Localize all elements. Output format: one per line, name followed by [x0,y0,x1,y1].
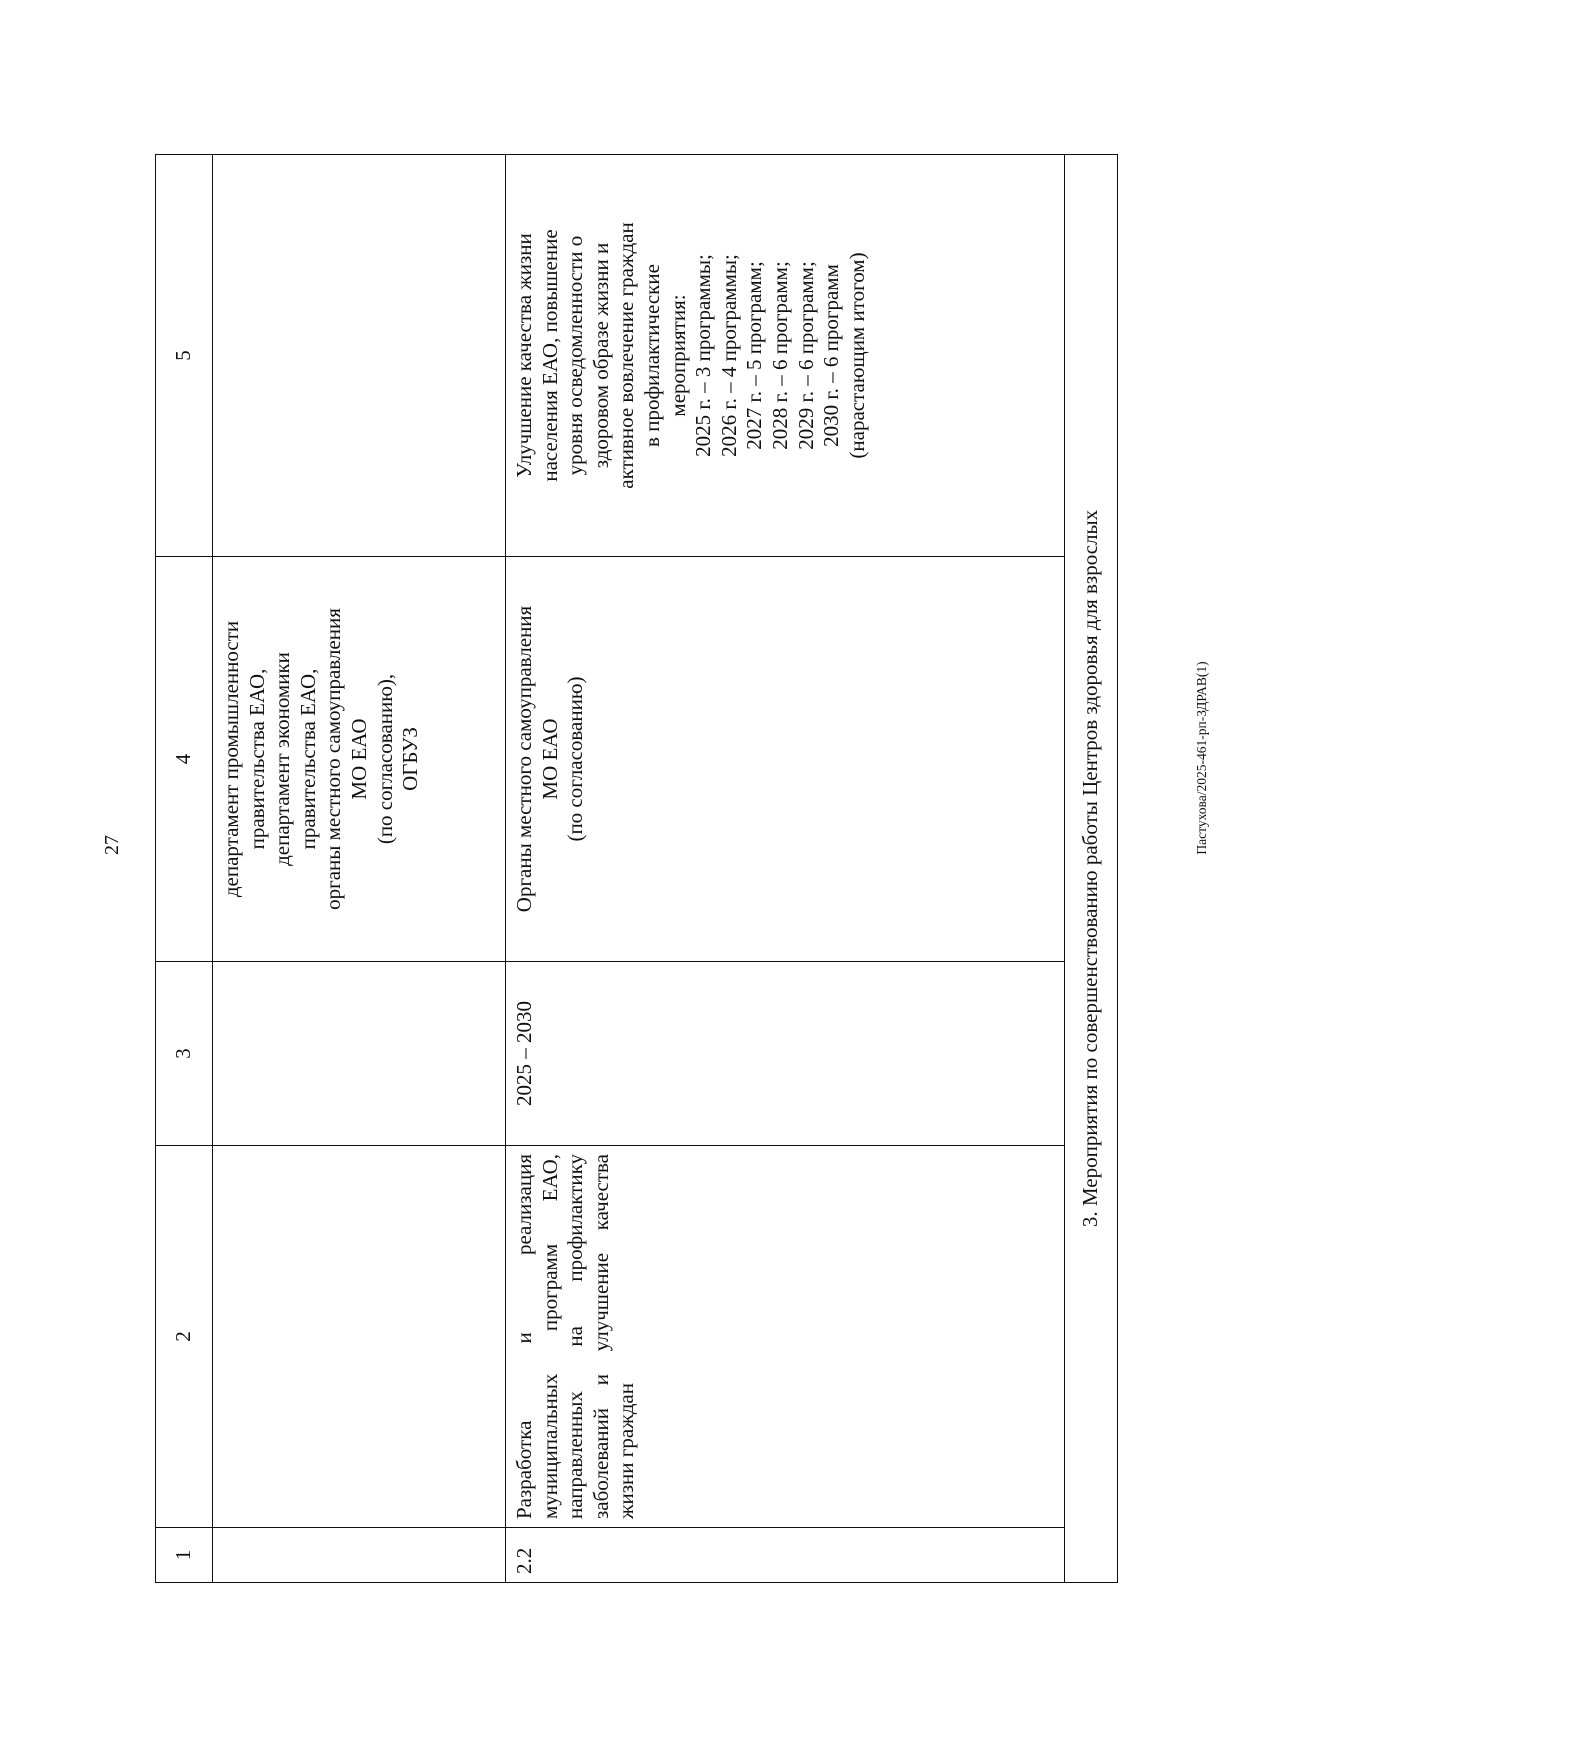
executor-line: МО ЕАО [537,718,562,800]
result-line: 2027 г. – 5 программ; [742,261,767,450]
period: 2025 – 2030 [506,962,1065,1146]
executors [506,557,1065,962]
measures-table-wrapper [155,155,1583,1574]
result-line: 2026 г. – 4 программы; [716,254,741,457]
result-line: здоровом образе жизни и [588,242,613,469]
result-line: в профилактические [640,264,665,447]
header-col-5: 5 [156,155,213,557]
rotated-table [155,155,1103,1583]
executors [213,557,506,962]
result-line: 2029 г. – 6 программ; [793,261,818,450]
measures-table [155,154,1118,1583]
period [213,962,506,1146]
result-line: (нарастающим итогом) [844,252,869,459]
executor-line: (по согласованию) [563,676,588,842]
executor-line: департамент экономики [270,652,295,866]
measure-name [213,1146,506,1528]
measure-name: Разработка и реализация муниципальных программ ЕАО, направленных на профилактику заболеваний и улучшение качества жизни граждан [506,1146,1065,1528]
result-line: населения ЕАО, повышение [537,229,562,482]
table-row [213,155,506,1583]
result-line: уровня осведомленности о [563,235,588,476]
header-col-1: 1 [156,1528,213,1583]
header-col-2: 2 [156,1146,213,1528]
executor-line: (по согласованию), [372,673,397,845]
executor-line: органы местного самоуправления [321,608,346,910]
table-header-row [156,155,213,1583]
executor-line: Органы местного самоуправления [512,605,536,913]
executor-line: правительства ЕАО, [244,668,269,850]
row-number [213,1528,506,1583]
expected-result [506,155,1065,557]
result-line: 2030 г. – 6 программ [819,264,844,447]
table-row [506,155,1065,1583]
result-line: 2028 г. – 6 программ; [768,261,793,450]
result-line: активное вовлечение граждан [614,222,639,489]
result-line: Улучшение качества жизни [512,233,536,478]
expected-result [213,155,506,557]
section-row [1065,155,1118,1583]
section-title: 3. Мероприятия по совершенствованию работы Центров здоровья для взрослых [1065,155,1118,1583]
executor-line: МО ЕАО [347,718,372,800]
executor-line: департамент промышленности [219,620,243,898]
document-footer: Пастухова/2025-461-рп-ЗДРАВ(1) [1194,661,1209,855]
page-number: 27 [101,835,123,855]
result-line: мероприятия: [665,294,690,417]
result-line: 2025 г. – 3 программы; [691,254,716,457]
executor-line: ОГБУЗ [398,727,423,791]
executor-line: правительства ЕАО, [295,668,320,850]
header-col-4: 4 [156,557,213,962]
header-col-3: 3 [156,962,213,1146]
row-number: 2.2 [506,1528,1065,1583]
